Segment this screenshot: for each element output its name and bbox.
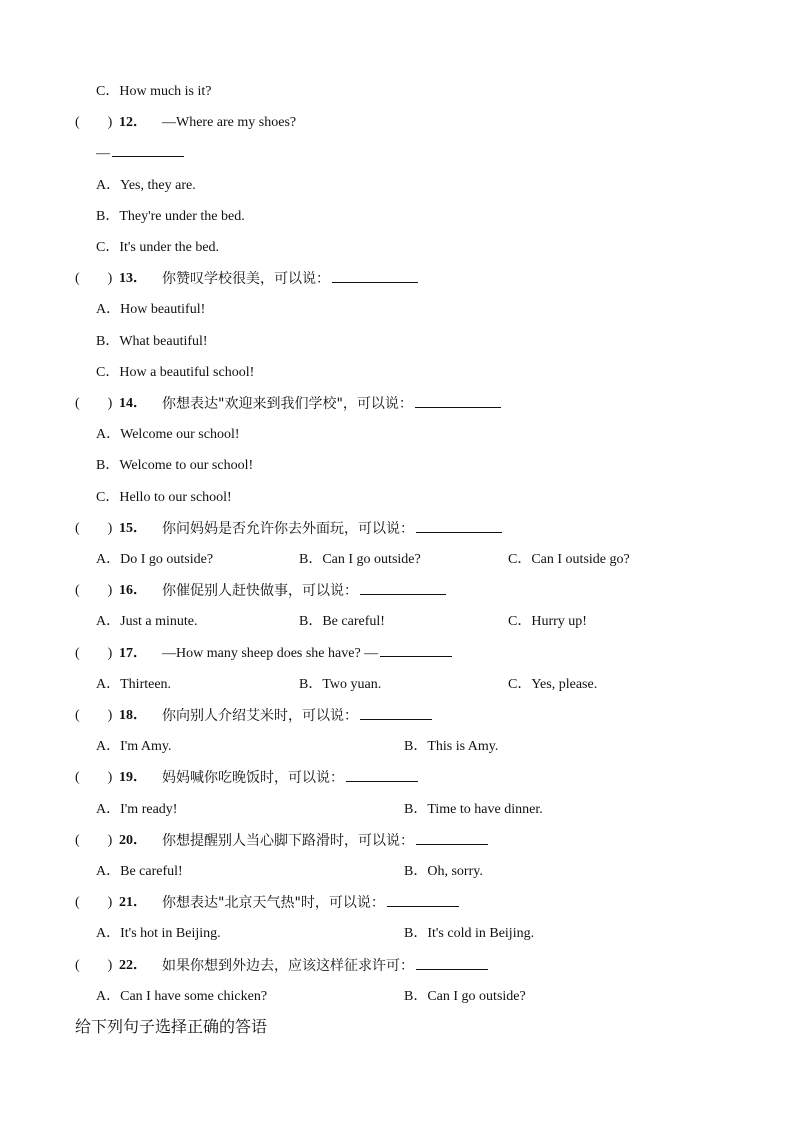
question-number: 14． xyxy=(119,396,147,411)
question-text: 你催促别人赶快做事，可以说： xyxy=(162,579,446,603)
option-a[interactable]: A．Yes, they are. xyxy=(96,178,196,193)
question-text: 你想表达"北京天气热"时，可以说： xyxy=(162,891,459,915)
question-number: 16． xyxy=(119,583,147,598)
option-b[interactable]: B．Time to have dinner. xyxy=(404,802,543,817)
option-a[interactable]: A．How beautiful! xyxy=(96,302,206,317)
answer-paren[interactable]: ( ) xyxy=(75,271,113,286)
option-a[interactable]: A．It's hot in Beijing. xyxy=(96,926,221,941)
option-c[interactable]: C．Yes, please. xyxy=(508,677,598,692)
option-c[interactable]: C．It's under the bed. xyxy=(96,240,220,255)
answer-blank[interactable] xyxy=(360,580,446,595)
option-a[interactable]: A．Do I go outside? xyxy=(96,552,214,567)
option-a[interactable]: A．Be careful! xyxy=(96,864,183,879)
question-number: 22． xyxy=(119,958,147,973)
question-number: 19． xyxy=(119,770,147,785)
question-text: 如果你想到外边去，应该这样征求许可： xyxy=(162,954,488,978)
option-c[interactable]: C．Hello to our school! xyxy=(96,490,232,505)
question-number: 15． xyxy=(119,521,147,536)
question-number: 13． xyxy=(119,271,147,286)
answer-blank[interactable] xyxy=(415,393,501,408)
answer-blank[interactable] xyxy=(380,642,452,657)
answer-paren[interactable]: ( ) xyxy=(75,708,113,723)
question-text: 妈妈喊你吃晚饭时，可以说： xyxy=(162,766,418,790)
question-text: 你问妈妈是否允许你去外面玩，可以说： xyxy=(162,517,502,541)
option-c[interactable]: C．Hurry up! xyxy=(508,614,587,629)
answer-paren[interactable]: ( ) xyxy=(75,115,113,130)
dash: — xyxy=(96,146,110,161)
question-number: 20． xyxy=(119,833,147,848)
option-a[interactable]: A．Welcome our school! xyxy=(96,427,240,442)
answer-paren[interactable]: ( ) xyxy=(75,770,113,785)
option-text: How much is it? xyxy=(119,84,212,99)
option-b[interactable]: B．Be careful! xyxy=(299,614,385,629)
option-b[interactable]: B．They're under the bed. xyxy=(96,209,245,224)
answer-blank[interactable] xyxy=(332,268,418,283)
answer-paren[interactable]: ( ) xyxy=(75,646,113,661)
option-b[interactable]: B．Can I go outside? xyxy=(299,552,421,567)
option-b[interactable]: B．It's cold in Beijing. xyxy=(404,926,535,941)
option-c[interactable]: C．How a beautiful school! xyxy=(96,365,255,380)
option-b[interactable]: B．Welcome to our school! xyxy=(96,458,254,473)
answer-blank[interactable] xyxy=(112,142,184,157)
option-b[interactable]: B．Can I go outside? xyxy=(404,989,526,1004)
option-a[interactable]: A．I'm Amy. xyxy=(96,739,172,754)
answer-paren[interactable]: ( ) xyxy=(75,583,113,598)
question-number: 18． xyxy=(119,708,147,723)
section-heading: 给下列句子选择正确的答语 xyxy=(75,1017,268,1036)
question-text: 你向别人介绍艾米时，可以说： xyxy=(162,704,432,728)
question-number: 21． xyxy=(119,895,147,910)
question-number: 17． xyxy=(119,646,147,661)
option-c[interactable] xyxy=(96,80,212,104)
option-b[interactable]: B．What beautiful! xyxy=(96,334,208,349)
answer-paren[interactable]: ( ) xyxy=(75,895,113,910)
option-c[interactable]: C．Can I outside go? xyxy=(508,552,630,567)
option-b[interactable]: B．Oh, sorry. xyxy=(404,864,483,879)
answer-blank[interactable] xyxy=(416,830,488,845)
question-text: 你赞叹学校很美，可以说： xyxy=(162,267,418,291)
question-text: —Where are my shoes? xyxy=(162,115,297,130)
answer-paren[interactable]: ( ) xyxy=(75,958,113,973)
option-a[interactable]: A．Can I have some chicken? xyxy=(96,989,268,1004)
option-label: C． xyxy=(96,84,120,99)
question-number: 12． xyxy=(119,115,147,130)
question-text: 你想提醒别人当心脚下路滑时，可以说： xyxy=(162,829,488,853)
option-a[interactable]: A．I'm ready! xyxy=(96,802,178,817)
answer-blank[interactable] xyxy=(387,892,459,907)
answer-blank[interactable] xyxy=(346,767,418,782)
question-text: 你想表达"欢迎来到我们学校"，可以说： xyxy=(162,392,501,416)
answer-paren[interactable]: ( ) xyxy=(75,396,113,411)
answer-blank[interactable] xyxy=(416,955,488,970)
option-a[interactable]: A．Just a minute. xyxy=(96,614,198,629)
answer-blank[interactable] xyxy=(416,518,502,533)
option-a[interactable]: A．Thirteen. xyxy=(96,677,172,692)
answer-paren[interactable]: ( ) xyxy=(75,833,113,848)
answer-paren[interactable]: ( ) xyxy=(75,521,113,536)
option-b[interactable]: B．Two yuan. xyxy=(299,677,382,692)
answer-blank[interactable] xyxy=(360,705,432,720)
option-b[interactable]: B．This is Amy. xyxy=(404,739,499,754)
question-text: —How many sheep does she have? — xyxy=(162,642,452,666)
